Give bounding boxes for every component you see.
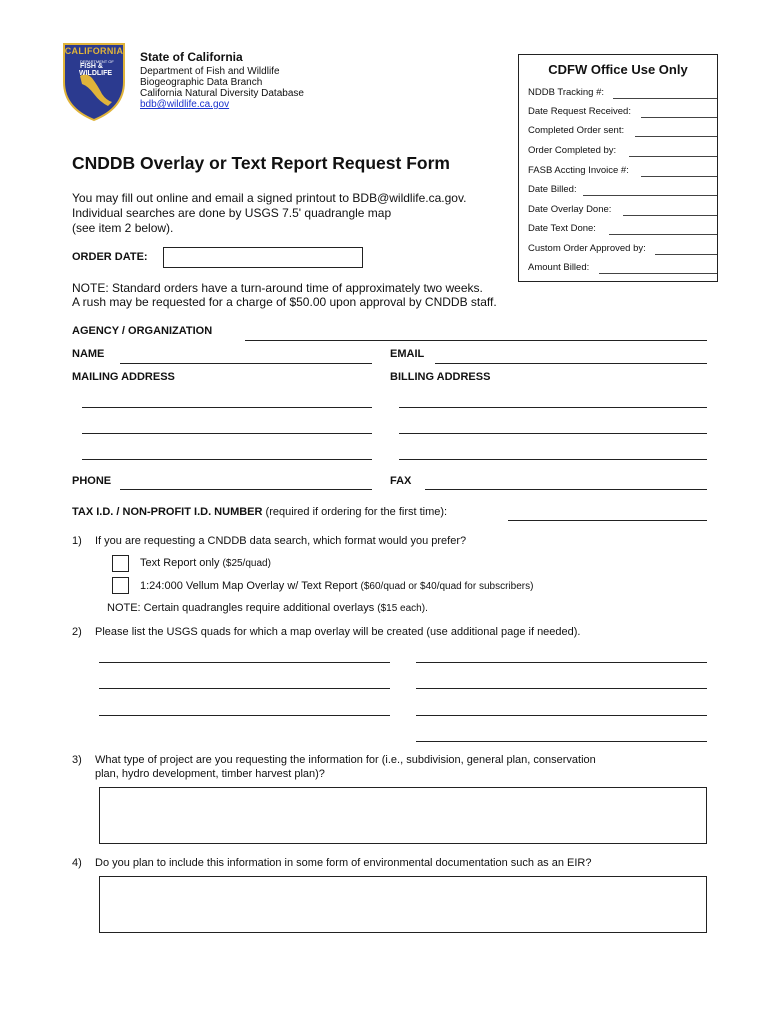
turnaround-note: NOTE: Standard orders have a turn-around time of approximately two weeks. [72, 281, 483, 295]
state-title: State of California [140, 50, 243, 64]
vellum-overlay-price: ($60/quad or $40/quad for subscribers) [360, 581, 534, 592]
office-row-label: Date Text Done: [528, 223, 596, 234]
office-row-line[interactable] [623, 215, 717, 216]
intro-line-2: Individual searches are done by USGS 7.5' quadrangle map [72, 206, 392, 220]
q1-number: 1) [72, 535, 82, 547]
quad-line[interactable] [416, 715, 707, 716]
order-date-field[interactable] [163, 247, 363, 268]
quad-line[interactable] [99, 715, 390, 716]
phone-label: PHONE [72, 475, 112, 487]
logo-text-fish: FISH & [80, 63, 103, 70]
billing-address-label: BILLING ADDRESS [390, 371, 491, 383]
mailing-address-label: MAILING ADDRESS [72, 371, 175, 383]
office-row-line[interactable] [635, 136, 717, 137]
q4-text: Do you plan to include this information in some form of environmental documentation such as an EIR? [95, 857, 592, 869]
text-report-option [140, 557, 271, 569]
text-report-label: Text Report only [140, 557, 220, 569]
overlay-note-text: NOTE: Certain quadrangles require additional overlays [107, 602, 375, 614]
quad-line[interactable] [416, 662, 707, 663]
logo-text-top: CALIFORNIA [64, 46, 124, 56]
tax-id-label [72, 506, 447, 518]
contact-email-link[interactable]: bdb@wildlife.ca.gov [140, 99, 230, 110]
form-title: CNDDB Overlay or Text Report Request Form [72, 153, 450, 173]
q1-text: If you are requesting a CNDDB data search, which format would you prefer? [95, 535, 467, 547]
q2-number: 2) [72, 626, 82, 638]
billing-address-line-2[interactable] [399, 433, 707, 434]
agency-field[interactable] [245, 340, 707, 341]
intro-line-3: (see item 2 below). [72, 221, 174, 235]
text-report-checkbox[interactable] [112, 555, 129, 572]
tax-id-label-bold: TAX I.D. / NON-PROFIT I.D. NUMBER [72, 506, 263, 518]
agency-label: AGENCY / ORGANIZATION [72, 325, 213, 337]
order-date-label: ORDER DATE: [72, 251, 148, 263]
cdfw-logo [62, 42, 126, 122]
overlay-note [107, 602, 428, 614]
overlay-note-price: ($15 each). [377, 603, 428, 614]
quad-line[interactable] [99, 688, 390, 689]
q3-number: 3) [72, 754, 82, 766]
q4-number: 4) [72, 857, 82, 869]
text-report-price: ($25/quad) [222, 558, 271, 569]
mailing-address-line-2[interactable] [82, 433, 372, 434]
office-row-line[interactable] [655, 254, 717, 255]
project-type-field[interactable] [99, 787, 707, 844]
office-row-label: FASB Accting Invoice #: [528, 165, 629, 176]
office-row-label: Amount Billed: [528, 262, 590, 273]
office-row-label: Order Completed by: [528, 145, 617, 156]
office-row-label: NDDB Tracking #: [528, 87, 605, 98]
office-row-line[interactable] [599, 273, 717, 274]
office-use-box [518, 54, 718, 282]
database-name: California Natural Diversity Database [140, 88, 304, 99]
rush-note: A rush may be requested for a charge of $50.00 upon approval by CNDDB staff. [72, 295, 497, 309]
billing-address-line-1[interactable] [399, 407, 707, 408]
dept-name: Department of Fish and Wildlife [140, 66, 280, 77]
office-row-label: Completed Order sent: [528, 125, 625, 136]
quad-line[interactable] [99, 662, 390, 663]
quad-line[interactable] [416, 688, 707, 689]
office-row-line[interactable] [629, 156, 717, 157]
office-row-line[interactable] [583, 195, 717, 196]
office-row-line[interactable] [609, 234, 717, 235]
email-field[interactable] [435, 363, 707, 364]
office-use-title: CDFW Office Use Only [548, 62, 688, 77]
logo-text-wildlife: WILDLIFE [79, 70, 113, 77]
email-label: EMAIL [390, 348, 425, 360]
name-field[interactable] [120, 363, 372, 364]
branch-name: Biogeographic Data Branch [140, 77, 263, 88]
phone-field[interactable] [120, 489, 372, 490]
name-label: NAME [72, 348, 105, 360]
quad-line[interactable] [416, 741, 707, 742]
office-row-label: Date Billed: [528, 184, 577, 195]
office-row-line[interactable] [641, 117, 717, 118]
office-row-line[interactable] [613, 98, 717, 99]
vellum-overlay-option [140, 580, 533, 592]
tax-id-field[interactable] [508, 520, 707, 521]
office-row-line[interactable] [641, 176, 717, 177]
q3-text-line-2: plan, hydro development, timber harvest plan)? [95, 768, 325, 780]
office-row-label: Custom Order Approved by: [528, 243, 646, 254]
mailing-address-line-3[interactable] [82, 459, 372, 460]
billing-address-line-3[interactable] [399, 459, 707, 460]
fax-label: FAX [390, 475, 412, 487]
q3-text-line-1: What type of project are you requesting the information for (i.e., subdivision, general plan, conservation [95, 754, 596, 766]
office-row-label: Date Request Received: [528, 106, 631, 117]
office-row-label: Date Overlay Done: [528, 204, 612, 215]
logo-text-mid: DEPARTMENT OF [80, 59, 114, 64]
environmental-doc-field[interactable] [99, 876, 707, 933]
q2-text: Please list the USGS quads for which a map overlay will be created (use additional page if needed). [95, 626, 581, 638]
fax-field[interactable] [425, 489, 707, 490]
tax-id-label-rest: (required if ordering for the first time): [262, 506, 448, 518]
intro-line-1: You may fill out online and email a signed printout to BDB@wildlife.ca.gov. [72, 191, 467, 205]
vellum-overlay-label: 1:24:000 Vellum Map Overlay w/ Text Report [140, 580, 358, 592]
mailing-address-line-1[interactable] [82, 407, 372, 408]
vellum-overlay-checkbox[interactable] [112, 577, 129, 594]
